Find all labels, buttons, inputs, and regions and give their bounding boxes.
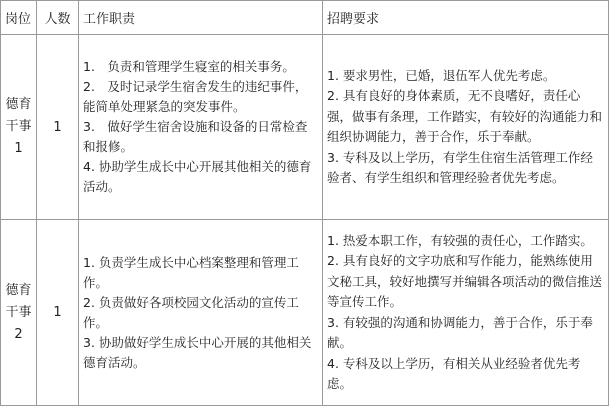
count-cell: 1: [37, 35, 79, 220]
duty-item: 2. 负责做好各项校园文化活动的宣传工作。: [83, 294, 299, 330]
duty-item: 3. 协助做好学生成长中心开展的其他相关德育活动。: [83, 334, 312, 370]
requirements-list: [327, 66, 604, 189]
requirements-cell: [323, 35, 609, 220]
duties-cell: [79, 220, 323, 406]
requirements-list: [327, 231, 604, 395]
duties-list: [83, 57, 318, 197]
requirement-item: 2. 具有良好的文字功底和写作能力，能熟练使用文秘工具，较好地撰写并编辑各项活动的微信推送等宣传工作。: [327, 253, 603, 309]
post-line: 干事: [5, 119, 32, 134]
duty-item: 4. 协助学生成长中心开展其他相关的德育活动。: [83, 159, 312, 194]
post-line: 德育: [5, 97, 32, 112]
post-cell: [1, 220, 37, 406]
table-header-row: [1, 1, 609, 35]
requirement-item: 3. 专科及以上学历，有学生住宿生活管理工作经验者、有学生组织和管理经验者优先考虑。: [327, 149, 593, 185]
header-requirements: 招聘要求: [323, 1, 609, 35]
post-cell: [1, 35, 37, 220]
header-post: 岗位: [1, 1, 37, 35]
duty-item: 2. 及时记录学生宿舍发生的违纪事件，能简单处理紧急的突发事件。: [83, 79, 308, 114]
post-line: 1: [14, 141, 23, 156]
table-row: [1, 35, 609, 220]
header-count: 人数: [37, 1, 79, 35]
requirements-cell: [323, 220, 609, 406]
requirement-item: 1. 热爱本职工作，有较强的责任心，工作踏实。: [327, 232, 593, 248]
requirement-item: 1. 要求男性，已婚，退伍军人优先考虑。: [327, 67, 556, 83]
duty-item: 1. 负责学生成长中心档案整理和管理工作。: [83, 254, 299, 290]
requirement-item: 2. 具有良好的身体素质，无不良嗜好，责任心强，做事有条理，工作踏实，有较好的沟通能力和组织协调能力，善于合作，乐于奉献。: [327, 88, 603, 144]
requirement-item: 3. 有较强的沟通和协调能力，善于合作，乐于奉献。: [327, 314, 593, 350]
header-duties: 工作职责: [79, 1, 323, 35]
post-line: 德育: [5, 282, 32, 298]
duty-item: 3. 做好学生宿舍设施和设备的日常检查和报修。: [83, 119, 308, 154]
table-row: [1, 220, 609, 406]
duties-cell: [79, 35, 323, 220]
requirement-item: 4. 专科及以上学历，有相关从业经验者优先考虑。: [327, 355, 581, 391]
duties-list: [83, 253, 318, 373]
duty-item: 1. 负责和管理学生寝室的相关事务。: [83, 59, 295, 74]
post-line: 干事: [5, 304, 32, 320]
post-line: 2: [14, 326, 23, 342]
count-cell: 1: [37, 220, 79, 406]
